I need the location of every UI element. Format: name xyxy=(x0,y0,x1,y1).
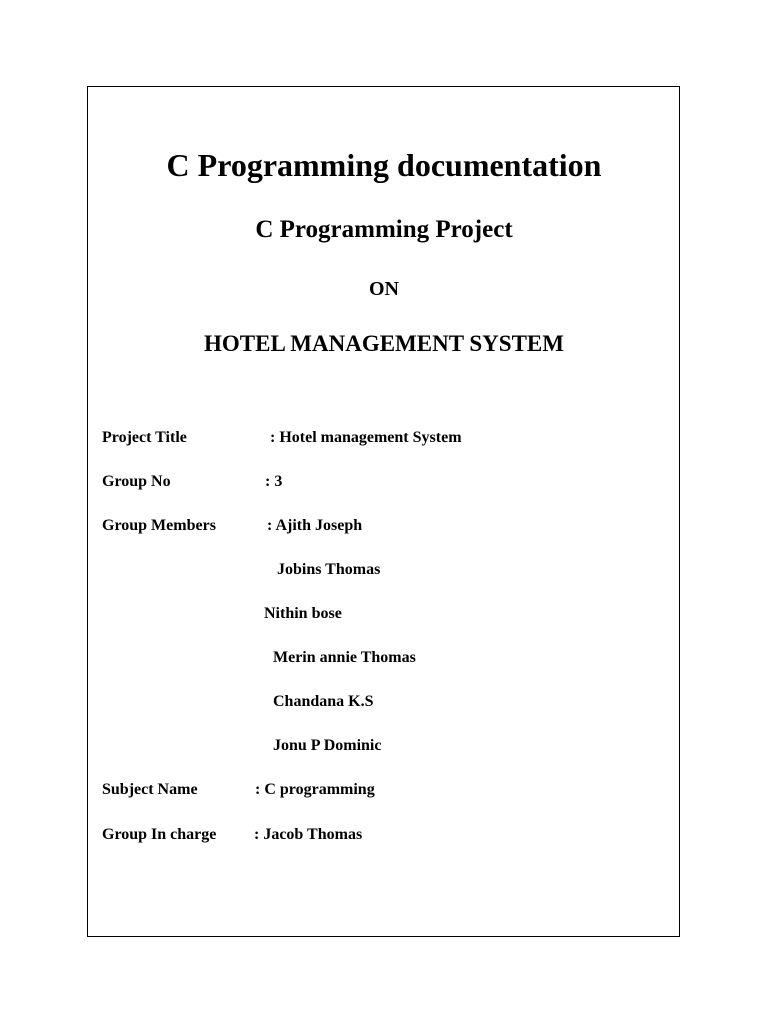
group-incharge-label: Group In charge xyxy=(102,826,217,843)
project-title-label: Project Title xyxy=(102,429,187,446)
group-member: Merin annie Thomas xyxy=(273,649,416,666)
group-member: Jonu P Dominic xyxy=(273,737,382,754)
group-members-label: Group Members xyxy=(102,517,216,534)
group-member: Chandana K.S xyxy=(273,693,374,710)
group-incharge-value: : Jacob Thomas xyxy=(254,826,363,843)
group-member: Jobins Thomas xyxy=(277,561,381,578)
project-title-value: : Hotel management System xyxy=(270,429,462,446)
document-topic: HOTEL MANAGEMENT SYSTEM xyxy=(204,331,564,356)
group-no-label: Group No xyxy=(102,473,171,490)
document-title: C Programming documentation xyxy=(166,147,602,183)
group-member: Nithin bose xyxy=(264,605,342,622)
group-no-value: : 3 xyxy=(265,473,283,490)
document-connector: ON xyxy=(369,278,399,300)
document-subtitle: C Programming Project xyxy=(255,216,513,243)
subject-name-label: Subject Name xyxy=(102,781,198,798)
subject-name-value: : C programming xyxy=(255,781,375,798)
group-member-first: : Ajith Joseph xyxy=(267,517,363,534)
